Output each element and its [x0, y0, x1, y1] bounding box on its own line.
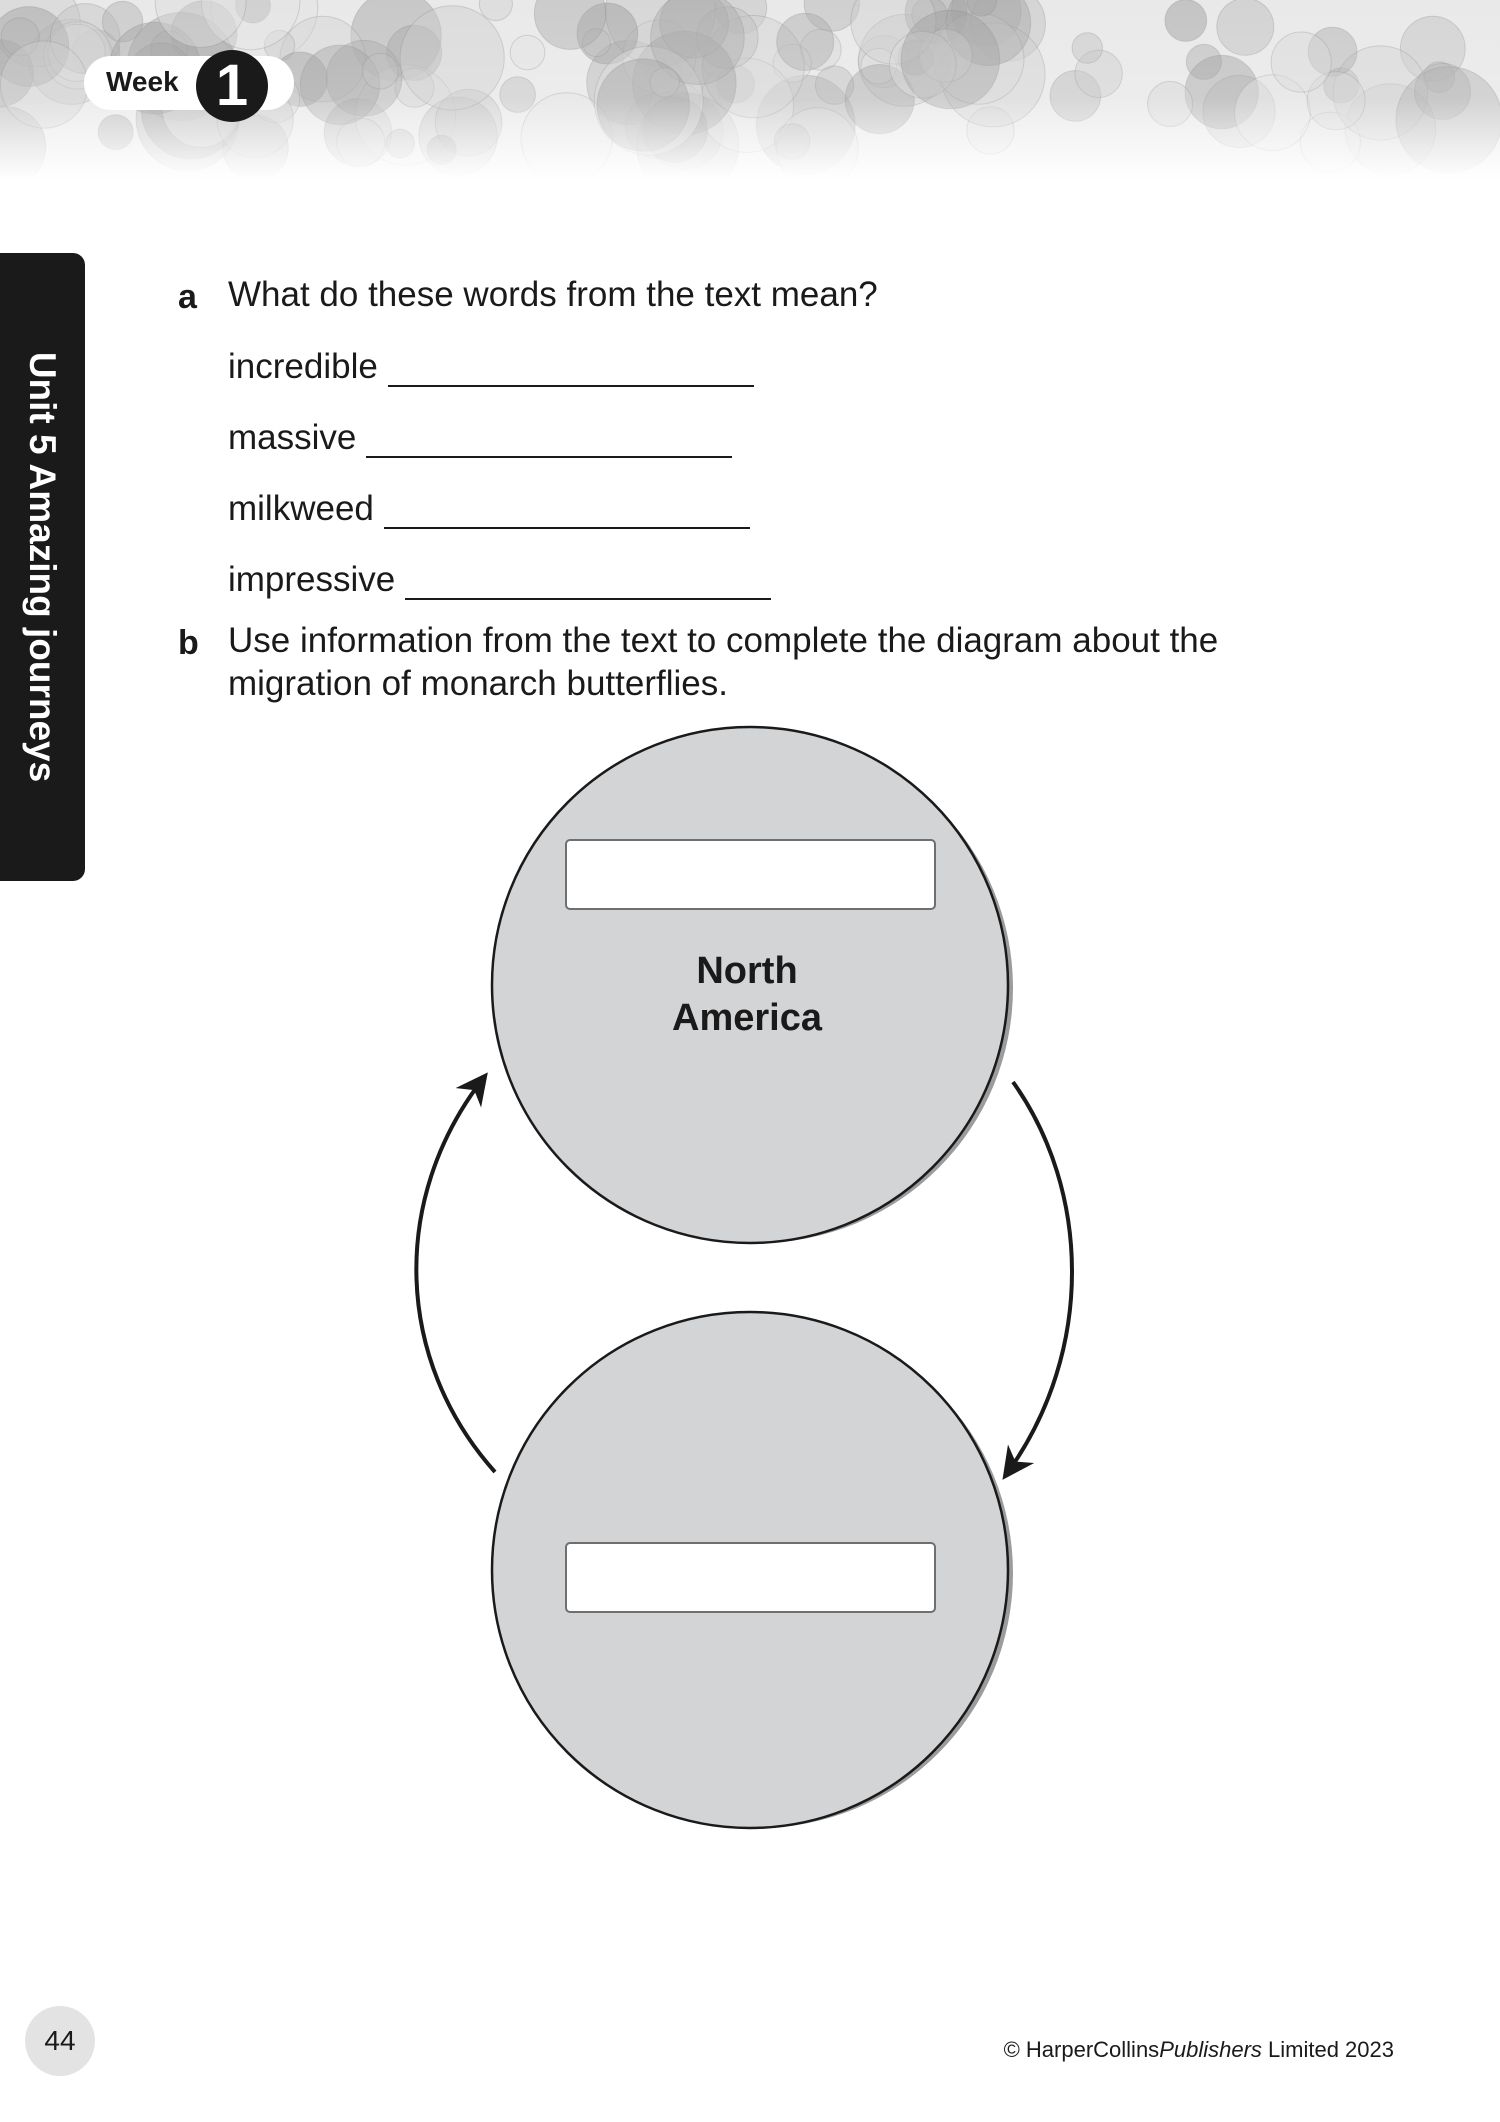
week-label: Week: [106, 66, 179, 97]
question-a-letter: a: [178, 278, 197, 316]
vocab-word: massive: [228, 418, 357, 457]
arrow-south-to-north: [416, 1080, 495, 1472]
week-number: 1: [196, 50, 268, 122]
vocab-word: impressive: [228, 560, 396, 599]
unit-title: Unit 5 Amazing journeys: [22, 351, 63, 783]
page-number: 44: [44, 2025, 76, 2056]
top-circle-answer-box[interactable]: [565, 839, 936, 910]
question-b-letter: b: [178, 624, 199, 662]
arrow-north-to-south: [1008, 1082, 1072, 1472]
vocab-word: incredible: [228, 347, 378, 386]
north-america-label-line1: North: [696, 950, 798, 992]
question-a-prompt: What do these words from the text mean?: [228, 275, 878, 314]
vocab-word: milkweed: [228, 489, 374, 528]
question-b-prompt-line2: migration of monarch butterflies.: [228, 664, 728, 703]
question-b-prompt-line1: Use information from the text to complete the diagram about the: [228, 621, 1219, 660]
bottom-circle-answer-box[interactable]: [565, 1542, 936, 1613]
north-america-label-line2: America: [672, 997, 822, 1039]
copyright-notice: © HarperCollinsPublishers Limited 2023: [1003, 2037, 1394, 2062]
